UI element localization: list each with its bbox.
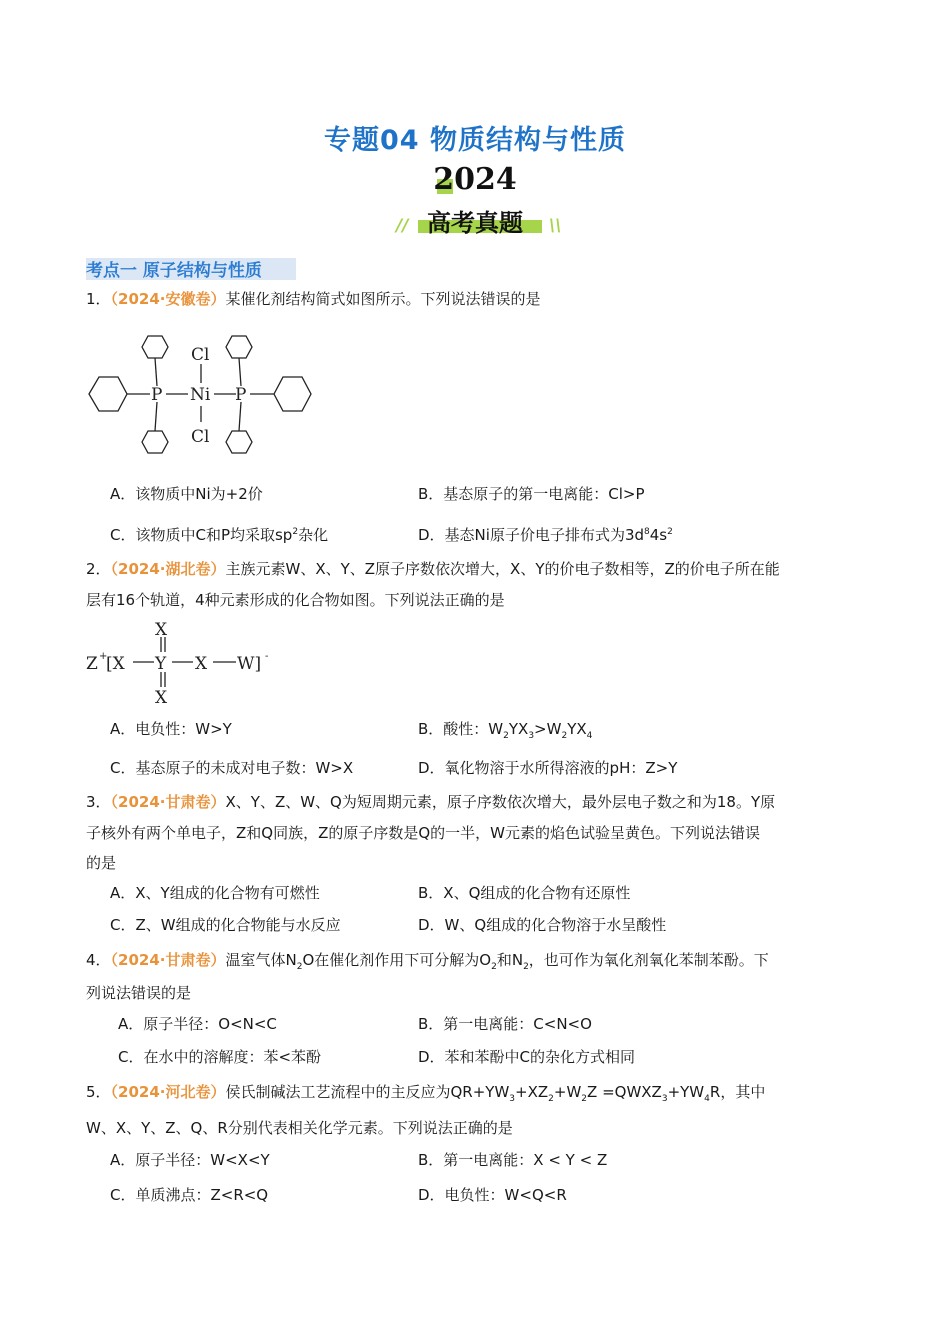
q5-option-b: B．第一电离能：X < Y < Z bbox=[418, 1151, 608, 1169]
q2-stem-line2: 层有16个轨道，4种元素形成的化合物如图。下列说法正确的是 bbox=[86, 591, 505, 609]
q5-sub-a: 3 bbox=[509, 1094, 516, 1104]
q5-eq5: +YW bbox=[667, 1083, 705, 1101]
q1-option-d-mid: 4s bbox=[649, 526, 668, 544]
q5-stem-line1 bbox=[86, 1081, 765, 1110]
q5-number: 5． bbox=[86, 1083, 111, 1101]
q3-option-d: D．W、Q组成的化合物溶于水呈酸性 bbox=[418, 916, 667, 934]
right-phenyl-ring bbox=[274, 377, 311, 411]
q2-option-a: A．电负性：W>Y bbox=[110, 720, 232, 738]
top-right-phenyl-ring bbox=[226, 336, 252, 358]
page-title: 专题04 物质结构与性质 bbox=[324, 125, 626, 156]
q3-option-a: A．X、Y组成的化合物有可燃性 bbox=[110, 884, 320, 902]
w-bracket-label: W] bbox=[237, 654, 262, 674]
q2-stem-line1 bbox=[86, 558, 780, 580]
q1-option-b: B．基态原子的第一电离能：Cl>P bbox=[418, 485, 645, 503]
q1-option-c-text: C．该物质中C和P均采取sp bbox=[110, 526, 293, 544]
q1-source: （2024·安徽卷） bbox=[110, 290, 226, 308]
q3-stem-line1 bbox=[86, 791, 775, 813]
minus-label: - bbox=[265, 651, 269, 662]
q1-option-c bbox=[110, 521, 328, 546]
x-mid-label: X bbox=[195, 654, 208, 674]
q5-sub-c: 2 bbox=[581, 1094, 588, 1104]
q2-option-c: C．基态原子的未成对电子数：W>X bbox=[110, 759, 354, 777]
q3-option-c: C．Z、W组成的化合物能与水反应 bbox=[110, 916, 341, 934]
cl-top-label: Cl bbox=[191, 345, 210, 365]
left-phenyl-ring bbox=[89, 377, 127, 411]
q4-stem-c: 和N bbox=[496, 951, 524, 969]
q5-eq4: Z =QWXZ bbox=[587, 1083, 662, 1101]
q2-option-d: D．氧化物溶于水所得溶液的pH：Z>Y bbox=[418, 759, 678, 777]
q5-sub-b: 2 bbox=[548, 1094, 554, 1104]
year-label: 2024 bbox=[433, 162, 517, 197]
q4-stem-a: 温室气体N bbox=[225, 951, 297, 969]
q5-sub-e: 4 bbox=[704, 1094, 710, 1104]
q3-stem-line2: 子核外有两个单电子，Z和Q同族，Z的原子序数是Q的一半，W元素的焰色试验呈黄色。下列说法错误 bbox=[86, 824, 761, 842]
q5-option-c: C．单质沸点：Z<R<Q bbox=[110, 1186, 269, 1204]
q5-stem-post: ，其中 bbox=[720, 1083, 766, 1101]
q5-eq2: +XZ bbox=[515, 1083, 549, 1101]
bottom-left-phenyl-ring bbox=[142, 431, 168, 453]
z-plus-label: + bbox=[99, 651, 108, 662]
q1-number: 1． bbox=[86, 290, 111, 308]
q5-stem-pre: 侯氏制碱法工艺流程中的主反应为QR+YW bbox=[225, 1083, 510, 1101]
x-bottom-label: X bbox=[155, 688, 168, 708]
q3-source: （2024·甘肃卷） bbox=[110, 793, 226, 811]
q1-option-c-sup: 2 bbox=[292, 527, 299, 537]
section-title: 考点一 原子结构与性质 bbox=[86, 261, 262, 281]
q2-b-end: YX bbox=[567, 720, 587, 738]
x-top-label: X bbox=[155, 620, 168, 640]
q4-stem-line2: 列说法错误的是 bbox=[86, 984, 192, 1002]
q4-stem-b: O在催化剂作用下可分解为O bbox=[302, 951, 492, 969]
q2-stem-text1: 主族元素W、X、Y、Z原子序数依次增大，X、Y的价电子数相等，Z的价电子所在能 bbox=[225, 560, 780, 578]
q2-number: 2． bbox=[86, 560, 111, 578]
q2-compound-figure bbox=[84, 616, 284, 708]
top-left-phenyl-ring bbox=[142, 336, 168, 358]
q4-number: 4． bbox=[86, 951, 111, 969]
q4-option-a: A．原子半径：O<N<C bbox=[118, 1015, 277, 1033]
q3-number: 3． bbox=[86, 793, 111, 811]
q1-option-d-sup1: 8 bbox=[644, 527, 650, 537]
q1-option-d-text: D．基态Ni原子价电子排布式为3d bbox=[418, 526, 645, 544]
bottom-right-phenyl-ring bbox=[226, 431, 252, 453]
q2-b-sub2: 3 bbox=[528, 731, 535, 741]
q1-stem-text: 某催化剂结构简式如图所示。下列说法错误的是 bbox=[225, 290, 541, 308]
q4-source: （2024·甘肃卷） bbox=[110, 951, 226, 969]
q1-stem bbox=[86, 288, 541, 310]
bracket-x-label: [X bbox=[106, 654, 125, 674]
p-right-label: P bbox=[235, 385, 247, 405]
p-left-label: P bbox=[151, 385, 163, 405]
q2-b-sub4: 4 bbox=[586, 731, 593, 741]
q1-option-c-tail: 杂化 bbox=[298, 526, 329, 544]
q2-option-b-text: B．酸性：W bbox=[418, 720, 504, 738]
subtitle: 高考真题 bbox=[427, 209, 523, 237]
q4-option-c: C．在水中的溶解度：苯<苯酚 bbox=[118, 1048, 322, 1066]
q4-option-d: D．苯和苯酚中C的杂化方式相同 bbox=[418, 1048, 636, 1066]
q5-source: （2024·河北卷） bbox=[110, 1083, 226, 1101]
ni-label: Ni bbox=[190, 385, 211, 405]
q5-option-a: A．原子半径：W<X<Y bbox=[110, 1151, 270, 1169]
q3-option-b: B．X、Q组成的化合物有还原性 bbox=[418, 884, 631, 902]
left-slash-icon: // bbox=[396, 216, 409, 236]
q2-b-gt: >W bbox=[534, 720, 562, 738]
y-center-label: Y bbox=[155, 654, 167, 674]
q2-option-b bbox=[418, 718, 592, 747]
q4-sub1: 2 bbox=[296, 962, 303, 972]
q5-stem-line2: W、X、Y、Z、Q、R分别代表相关化学元素。下列说法正确的是 bbox=[86, 1119, 513, 1137]
q3-stem-line3: 的是 bbox=[86, 854, 117, 872]
cl-bottom-label: Cl bbox=[191, 427, 210, 447]
q2-b-sub1: 2 bbox=[503, 731, 509, 741]
q1-option-d-sup2: 2 bbox=[667, 527, 673, 537]
q4-stem-line1 bbox=[86, 949, 769, 978]
q1-molecule-figure bbox=[84, 318, 324, 470]
q5-eq3: +W bbox=[553, 1083, 582, 1101]
q1-option-a: A．该物质中Ni为+2价 bbox=[110, 485, 263, 503]
q3-stem-text1: X、Y、Z、W、Q为短周期元素，原子序数依次增大，最外层电子数之和为18。Y原 bbox=[225, 793, 776, 811]
q4-stem-d: ，也可作为氧化剂氧化苯制苯酚。下 bbox=[528, 951, 769, 969]
right-slash-icon: \\ bbox=[549, 216, 562, 236]
q1-option-d bbox=[418, 521, 673, 546]
q4-sub2: 2 bbox=[491, 962, 497, 972]
q4-sub3: 2 bbox=[523, 962, 529, 972]
q5-option-d: D．电负性：W<Q<R bbox=[418, 1186, 567, 1204]
q5-sub-d: 3 bbox=[661, 1094, 668, 1104]
q2-b-sub3: 2 bbox=[561, 731, 568, 741]
q5-eq6: R bbox=[709, 1083, 721, 1101]
q4-option-b: B．第一电离能：C<N<O bbox=[418, 1015, 592, 1033]
z-label: Z bbox=[86, 654, 98, 674]
q2-b-mid: YX bbox=[508, 720, 529, 738]
q2-source: （2024·湖北卷） bbox=[110, 560, 226, 578]
